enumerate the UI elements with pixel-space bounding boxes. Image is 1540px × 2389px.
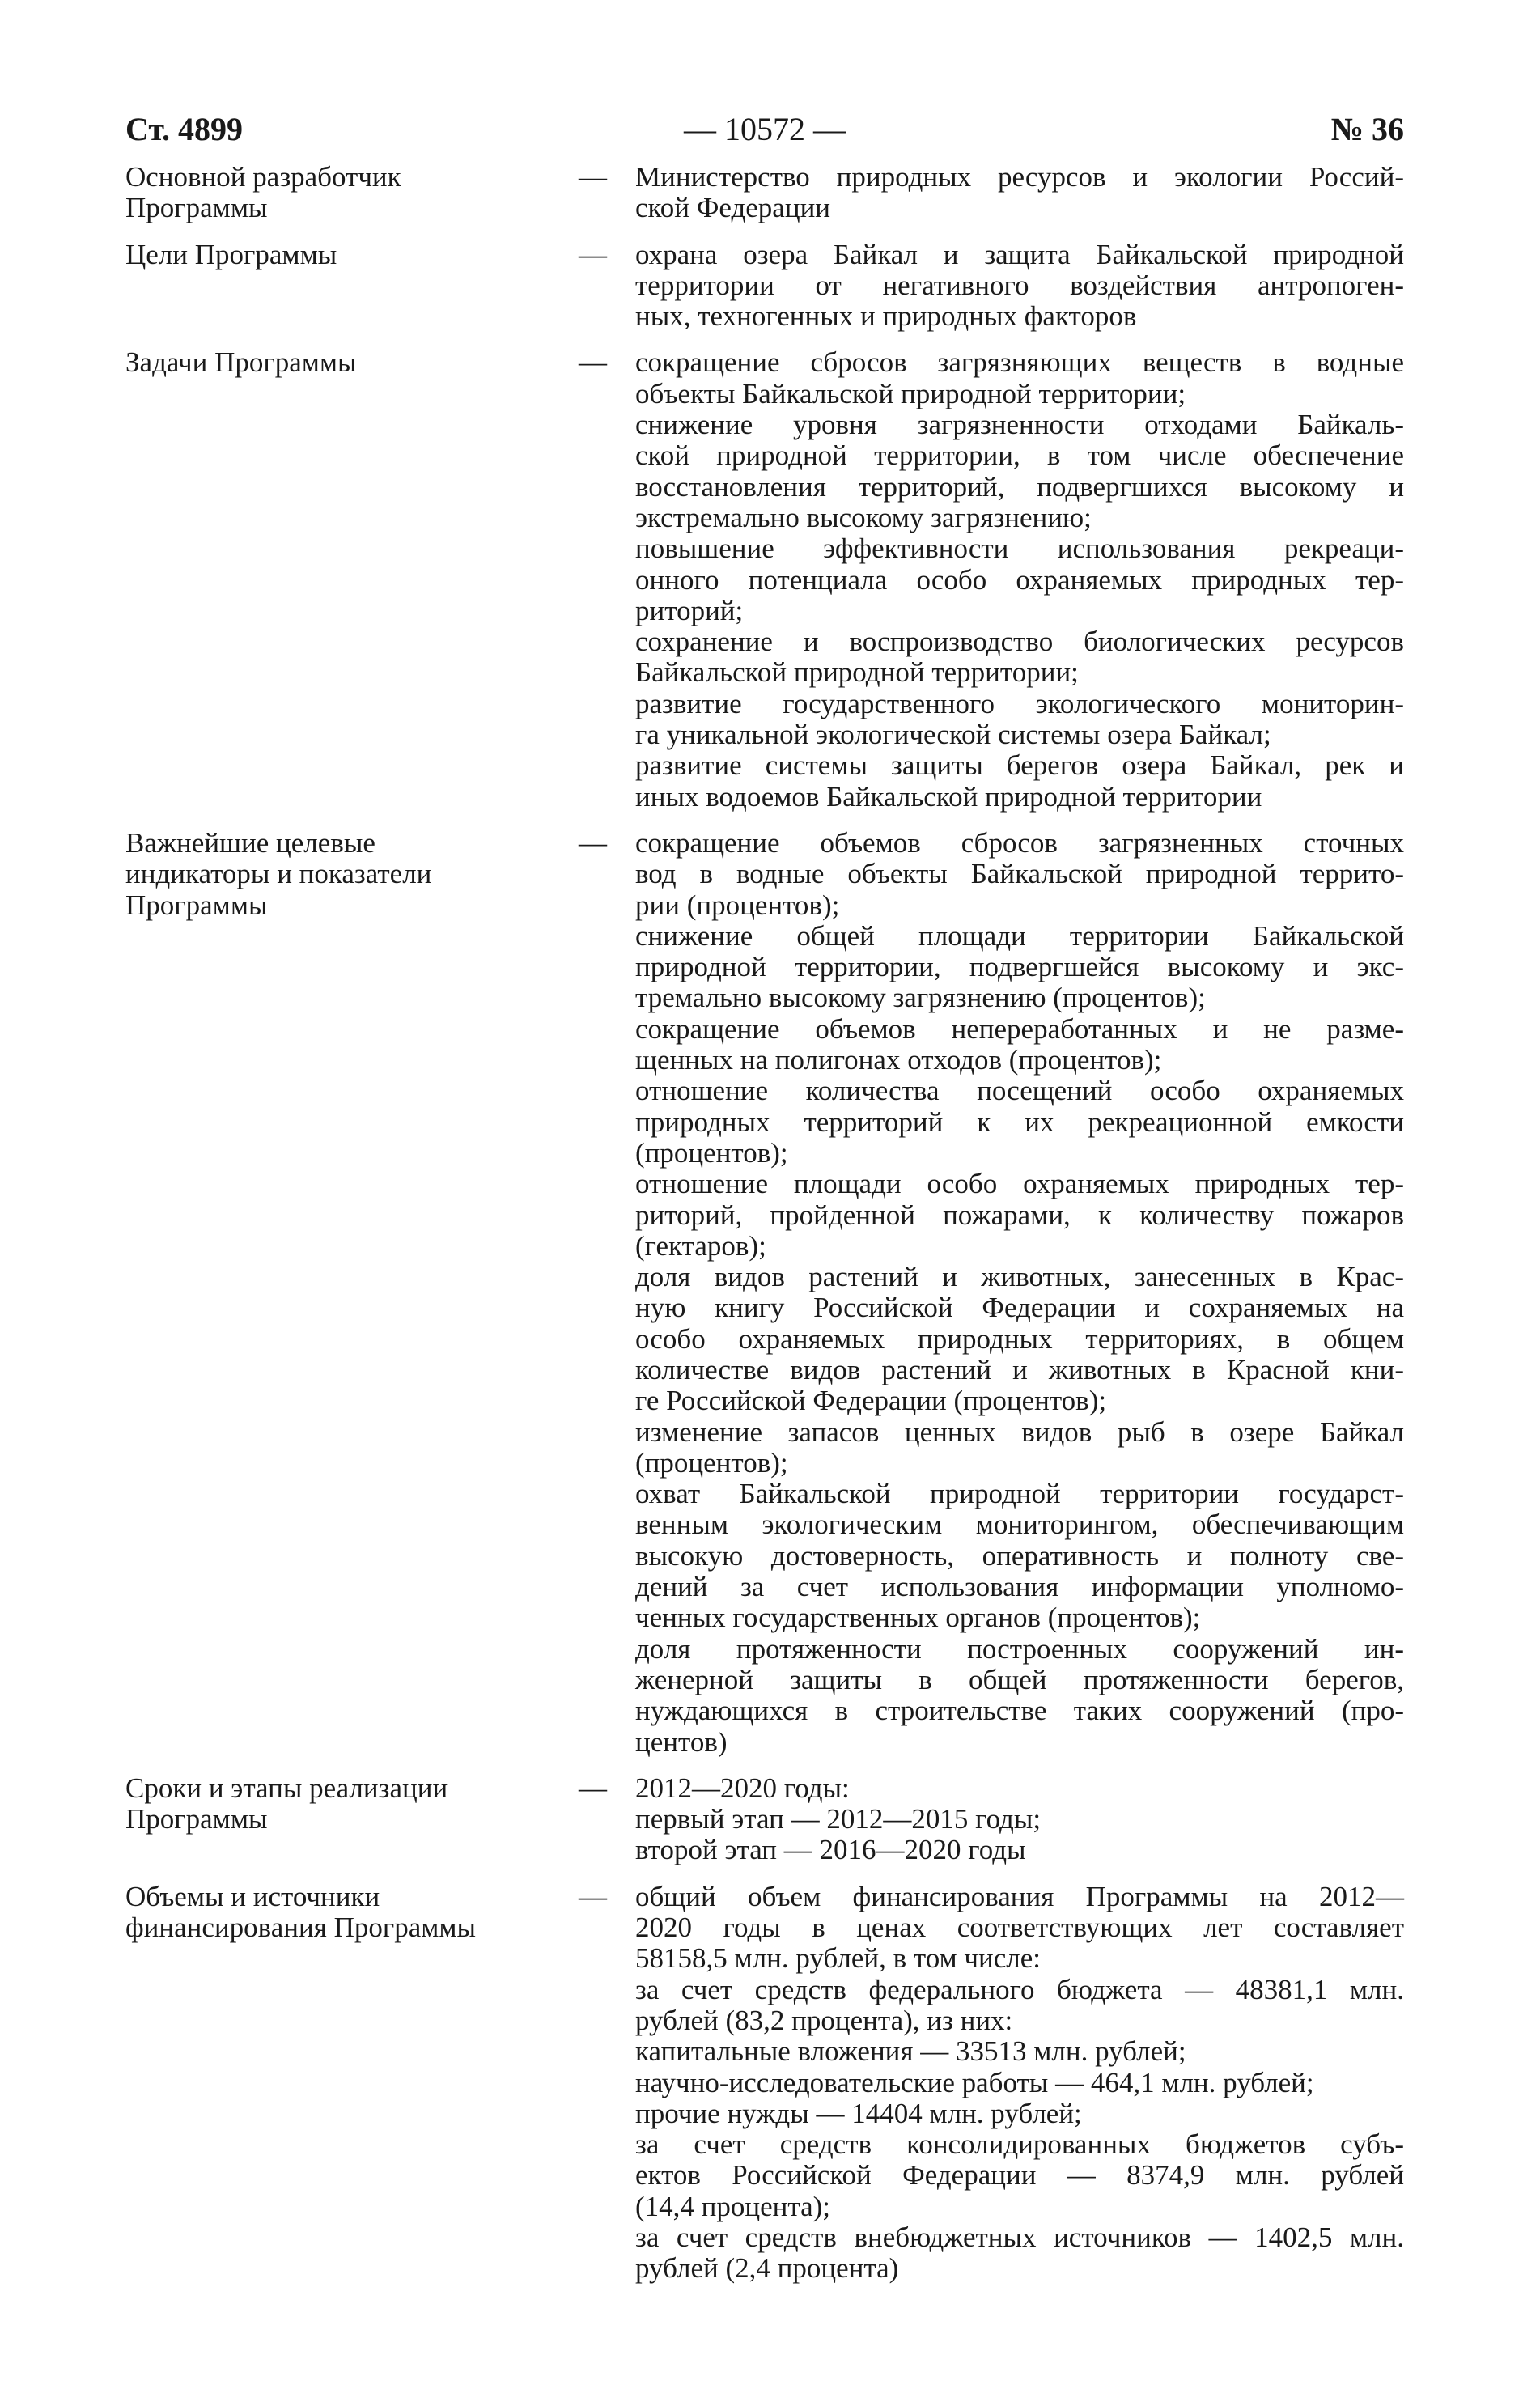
page-header [125, 97, 1404, 162]
row-label-line: Программы [125, 889, 268, 921]
row-content-line: вод в водные объекты Байкальской природной террито- [635, 858, 1404, 890]
em-dash-separator: — [579, 1880, 607, 1912]
row-label [125, 347, 579, 812]
row-content-line: (14,4 процента); [635, 2190, 831, 2222]
row-content-line: высокую достоверность, оперативность и полноту све- [635, 1539, 1404, 1572]
row-label-line: Программы [125, 192, 268, 224]
row-content-line: прочие нужды — 14404 млн. рублей; [635, 2097, 1082, 2129]
row-content-line: за счет средств федерального бюджета — 48381,1 млн. [635, 1973, 1404, 2005]
em-dash-separator: — [579, 826, 607, 859]
issue-number: № 36 [1330, 111, 1404, 147]
row-content-line: развитие системы защиты берегов озера Байкал, рек и [635, 749, 1404, 782]
row-content [635, 347, 1404, 812]
row-content-line: рублей (83,2 процента), из них: [635, 2004, 1013, 2036]
row-content-line: ге Российской Федерации (процентов); [635, 1385, 1107, 1417]
row-content-line: сокращение объемов сбросов загрязненных сточных [635, 826, 1404, 859]
row-content [635, 240, 1404, 333]
row-label-line: Сроки и этапы реализации [125, 1772, 448, 1804]
row-content-line: 2012—2020 годы: [635, 1772, 850, 1804]
row-content-line: охрана озера Байкал и защита Байкальской природной [635, 238, 1404, 270]
row-content-line: ской природной территории, в том числе обеспечение [635, 439, 1404, 472]
row-content-line: объекты Байкальской природной территории; [635, 377, 1186, 409]
passport-row [125, 1882, 1404, 2285]
row-content-line: особо охраняемых природных территориях, в общем [635, 1322, 1404, 1355]
row-content-line: экстремально высокому загрязнению; [635, 501, 1092, 533]
row-label-line: Объемы и источники [125, 1880, 380, 1912]
row-content-line: общий объем финансирования Программы на 2012— [635, 1880, 1404, 1912]
row-content-line: 58158,5 млн. рублей, в том числе: [635, 1942, 1042, 1975]
row-content-line: охват Байкальской природной территории государст- [635, 1478, 1404, 1510]
row-content-line: природных территорий к их рекреационной емкости [635, 1105, 1404, 1138]
row-content-line: ектов Российской Федерации — 8374,9 млн. рублей [635, 2159, 1404, 2192]
row-content-line: ных, техногенных и природных факторов [635, 300, 1137, 333]
row-content-line: ную книгу Российской Федерации и сохраняемых на [635, 1292, 1404, 1324]
row-label-line: Основной разработчик [125, 161, 401, 193]
row-content-line: снижение общей площади территории Байкальской [635, 919, 1404, 952]
row-content-line: 2020 годы в ценах соответствующих лет составляет [635, 1912, 1404, 1944]
row-content-line: первый этап — 2012—2015 годы; [635, 1803, 1042, 1835]
article-number: Ст. 4899 [125, 111, 243, 147]
row-content-line: (гектаров); [635, 1229, 766, 1262]
row-content-line: за счет средств консолидированных бюджетов субъ- [635, 2128, 1404, 2161]
row-content-line: Министерство природных ресурсов и экологии Россий- [635, 161, 1404, 193]
row-content-line: восстановления территорий, подвергшихся высокому и [635, 470, 1404, 503]
row-content-line: риторий, пройденной пожарами, к количеству пожаров [635, 1199, 1404, 1231]
passport-row [125, 162, 1404, 224]
row-content-line: Байкальской природной территории; [635, 656, 1079, 689]
row-content-line: научно-исследовательские работы — 464,1 млн. рублей; [635, 2066, 1314, 2098]
row-content-line: изменение запасов ценных видов рыб в озере Байкал [635, 1415, 1404, 1448]
row-content-line: снижение уровня загрязненности отходами Байкаль- [635, 409, 1404, 441]
row-content [635, 828, 1404, 1758]
row-content-line: риторий; [635, 594, 744, 626]
row-content-line: венным экологическим мониторингом, обеспечивающим [635, 1509, 1404, 1541]
row-label [125, 240, 579, 333]
row-label [125, 828, 579, 1758]
row-content-line: сокращение сбросов загрязняющих веществ в водные [635, 346, 1404, 379]
row-label-line: финансирования Программы [125, 1912, 477, 1944]
row-content-line: отношение площади особо охраняемых природных тер- [635, 1168, 1404, 1200]
row-content-line: капитальные вложения — 33513 млн. рублей; [635, 2035, 1186, 2068]
row-label [125, 1882, 579, 2285]
row-content-line: сохранение и воспроизводство биологических ресурсов [635, 626, 1404, 658]
row-content-line: ченных государственных органов (процентов); [635, 1602, 1201, 1634]
row-content-line: центов) [635, 1725, 728, 1758]
row-content-line: количестве видов растений и животных в Красной кни- [635, 1353, 1404, 1385]
row-content-line: (процентов); [635, 1446, 788, 1479]
row-content-line: за счет средств внебюджетных источников — 1402,5 млн. [635, 2221, 1404, 2253]
row-content-line: повышение эффективности использования рекреаци- [635, 533, 1404, 565]
page-number: — 10572 — [684, 111, 846, 147]
row-content-line: сокращение объемов непереработанных и не разме- [635, 1012, 1404, 1045]
passport-row [125, 1773, 1404, 1866]
passport-row [125, 347, 1404, 812]
row-content-line: ской Федерации [635, 192, 831, 224]
row-content-line: рии (процентов); [635, 889, 840, 921]
document-page [125, 97, 1404, 2300]
em-dash-separator: — [579, 161, 607, 193]
row-content [635, 162, 1404, 224]
passport-row [125, 240, 1404, 333]
row-content-line: дений за счет использования информации уполномо- [635, 1571, 1404, 1603]
row-content-line: отношение количества посещений особо охраняемых [635, 1075, 1404, 1107]
row-content-line: онного потенциала особо охраняемых природных тер- [635, 563, 1404, 596]
row-content [635, 1773, 1404, 1866]
program-passport-table [125, 162, 1404, 2285]
row-content-line: (процентов); [635, 1136, 788, 1169]
row-label-line: Задачи Программы [125, 346, 357, 379]
row-content-line: женерной защиты в общей протяженности берегов, [635, 1663, 1404, 1695]
em-dash-separator: — [579, 346, 607, 379]
row-content-line: га уникальной экологической системы озера Байкал; [635, 719, 1271, 751]
row-content-line: доля видов растений и животных, занесенных в Крас- [635, 1261, 1404, 1293]
row-content-line: второй этап — 2016—2020 годы [635, 1834, 1026, 1866]
row-content [635, 1882, 1404, 2285]
row-label-line: Цели Программы [125, 238, 337, 270]
passport-row [125, 828, 1404, 1758]
row-label-line: Важнейшие целевые [125, 826, 375, 859]
row-content-line: рублей (2,4 процента) [635, 2252, 899, 2285]
row-content-line: природной территории, подвергшейся высокому и экс- [635, 951, 1404, 983]
row-content-line: доля протяженности построенных сооружений ин- [635, 1632, 1404, 1665]
em-dash-separator: — [579, 238, 607, 270]
row-content-line: территории от негативного воздействия антропоген- [635, 269, 1404, 301]
row-label [125, 1773, 579, 1866]
row-content-line: иных водоемов Байкальской природной территории [635, 780, 1262, 813]
row-content-line: развитие государственного экологического мониторин- [635, 687, 1404, 719]
row-label [125, 162, 579, 224]
row-label-line: Программы [125, 1803, 268, 1835]
em-dash-separator: — [579, 1772, 607, 1804]
row-content-line: нуждающихся в строительстве таких сооружений (про- [635, 1695, 1404, 1727]
row-content-line: щенных на полигонах отходов (процентов); [635, 1044, 1162, 1076]
row-label-line: индикаторы и показатели [125, 858, 432, 890]
row-content-line: тремально высокому загрязнению (процентов); [635, 982, 1206, 1014]
